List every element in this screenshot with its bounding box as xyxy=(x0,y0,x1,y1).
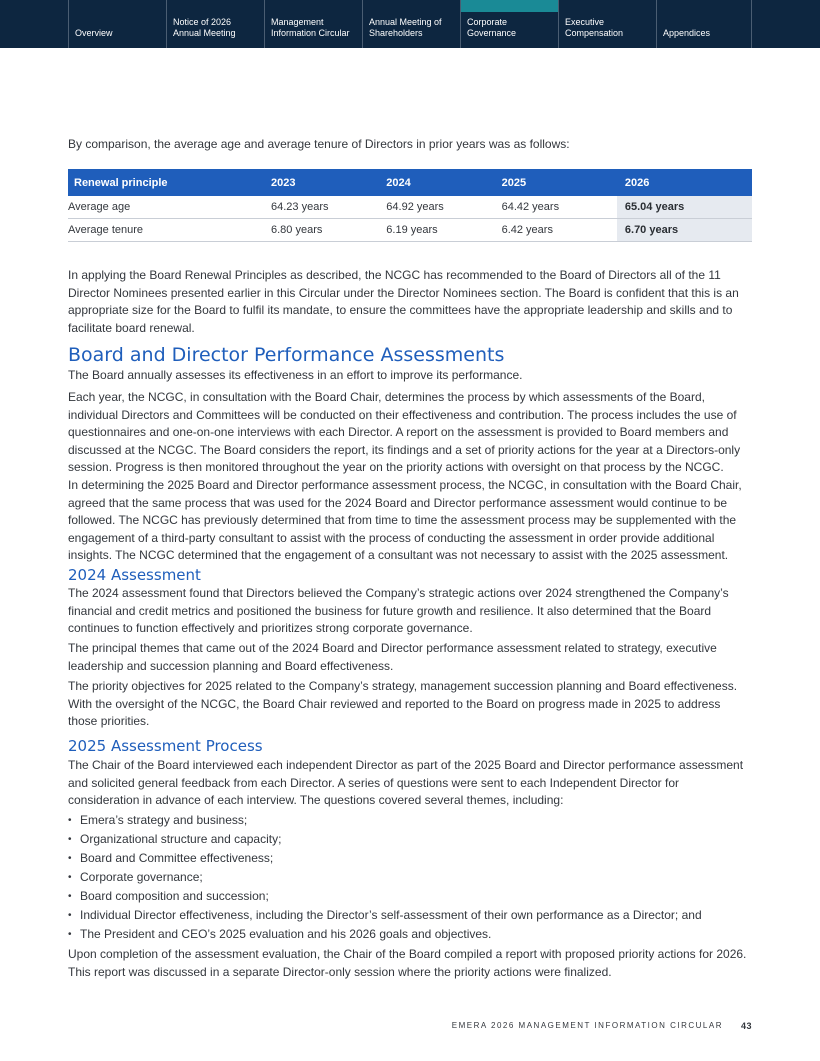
nav-tab-notice-of-annual-meeting[interactable] xyxy=(166,0,264,48)
nav-tab-label: Annual Meeting of Shareholders xyxy=(369,17,442,38)
section-heading: Board and Director Performance Assessments xyxy=(68,344,505,366)
table-header-cell: Renewal principle xyxy=(68,169,271,196)
nav-tab-label: Appendices xyxy=(663,28,711,38)
themes-list xyxy=(68,812,752,945)
nav-tab-label: Corporate Governance xyxy=(467,17,517,38)
intro-paragraph: By comparison, the average age and average tenure of Directors in prior years was as follows: xyxy=(68,137,570,151)
list-item: • The President and CEO’s 2025 evaluation and his 2026 goals and objectives. xyxy=(68,926,752,945)
paragraph: The Chair of the Board interviewed each independent Director as part of the 2025 Board and Director performance assessment and solicited general feedback from each Director. A series of questions were sent to each Independent Director for consideration in advance of each interview. The questions covered several themes, including: xyxy=(68,758,744,807)
footer-title: EMERA 2026 MANAGEMENT INFORMATION CIRCULAR xyxy=(451,1021,723,1030)
table-header-row xyxy=(68,169,752,196)
nav-tab-label: Notice of 2026 Annual Meeting xyxy=(173,17,236,38)
table-header-cell: 2025 xyxy=(502,169,617,196)
table-cell: 64.23 years xyxy=(271,196,386,219)
list-item: • Individual Director effectiveness, including the Director’s self-assessment of their own performance as a Director; and xyxy=(68,907,752,926)
list-item: • Organizational structure and capacity; xyxy=(68,831,752,850)
director-age-tenure-table xyxy=(68,169,752,242)
subsection-heading: 2024 Assessment xyxy=(68,566,201,584)
paragraph: The Board annually assesses its effectiveness in an effort to improve its performance. xyxy=(68,368,523,382)
table-row xyxy=(68,196,752,219)
list-item: • Corporate governance; xyxy=(68,869,752,888)
nav-tab-appendices[interactable] xyxy=(656,0,752,48)
subsection-heading: 2025 Assessment Process xyxy=(68,737,263,755)
table-cell: 6.19 years xyxy=(386,219,501,242)
table-cell: 6.80 years xyxy=(271,219,386,242)
renewal-paragraph: In applying the Board Renewal Principles as described, the NCGC has recommended to the Board of Directors all of the 11 Director Nominees presented earlier in this Circular under the Director Nominees section. The Board is confident that this is an appropriate size for the Board to fulfil its mandate, to ensure the committees have the appropriate leadership and skills and to facilitate board renewal. xyxy=(68,268,739,335)
table-cell: Average age xyxy=(68,196,271,219)
table-cell: 6.42 years xyxy=(502,219,617,242)
table-cell-highlighted: 6.70 years xyxy=(617,219,752,242)
table-header-cell: 2026 xyxy=(617,169,752,196)
top-navigation xyxy=(0,0,820,48)
nav-tab-corporate-governance[interactable] xyxy=(460,0,558,48)
list-item: • Board composition and succession; xyxy=(68,888,752,907)
table-cell: Average tenure xyxy=(68,219,271,242)
table-cell: 64.42 years xyxy=(502,196,617,219)
paragraph: Upon completion of the assessment evaluation, the Chair of the Board compiled a report with proposed priority actions for 2026. This report was discussed in a separate Director-only session where the priority actions were finalized. xyxy=(68,947,747,979)
paragraph: The 2024 assessment found that Directors believed the Company’s strategic actions over 2024 strengthened the Company’s financial and credit metrics and positioned the business for future growth and resilience. It also determined that the Board continues to function effectively and prioritizes strong corporate governance. xyxy=(68,586,729,635)
table-cell-highlighted: 65.04 years xyxy=(617,196,752,219)
paragraph: The priority objectives for 2025 related to the Company’s strategy, management succession planning and Board effectiveness. With the oversight of the NCGC, the Board Chair reviewed and reported to the Board on progress made in 2025 to address those priorities. xyxy=(68,679,738,728)
page-footer xyxy=(452,1021,752,1031)
table-header-cell: 2023 xyxy=(271,169,386,196)
nav-tab-management-information-circular[interactable] xyxy=(264,0,362,48)
paragraph: The principal themes that came out of the 2024 Board and Director performance assessment related to strategy, executive leadership and succession planning and Board effectiveness. xyxy=(68,641,717,673)
table-row xyxy=(68,219,752,242)
list-item: • Emera’s strategy and business; xyxy=(68,812,752,831)
paragraph: In determining the 2025 Board and Director performance assessment process, the NCGC, in consultation with the Board Chair, agreed that the same process that was used for the 2024 Board and Director performance assessment would continue to be followed. The NCGC has previously determined that from time to time the assessment process may be supplemented with the engagement of a third-party consultant to assist with the process of conducting the assessment in order provide additional insights. The NCGC determined that the engagement of a consultant was not necessary to assist with the 2025 assessment. xyxy=(68,478,742,562)
nav-tab-executive-compensation[interactable] xyxy=(558,0,656,48)
nav-tab-overview[interactable] xyxy=(68,0,166,48)
nav-tab-label: Executive Compensation xyxy=(565,17,624,38)
paragraph: Each year, the NCGC, in consultation with the Board Chair, determines the process by which assessments of the Board, individual Directors and Committees will be conducted on their effectiveness and contribution. The process includes the use of questionnaires and one-on-one interviews with each Director. A report on the assessment is provided to Board members and discussed at the NCGC. The Board considers the report, its findings and a set of priority actions for the year at a Directors-only session. Progress is then monitored throughout the year on the priority actions with oversight on that process by the NCGC. xyxy=(68,390,741,474)
active-tab-indicator xyxy=(461,0,558,12)
nav-tab-label: Overview xyxy=(75,28,113,38)
list-item: • Board and Committee effectiveness; xyxy=(68,850,752,869)
nav-tab-annual-meeting-of-shareholders[interactable] xyxy=(362,0,460,48)
page-number: 43 xyxy=(740,1021,752,1031)
nav-tab-label: Management Information Circular xyxy=(271,17,350,38)
table-header-cell: 2024 xyxy=(386,169,501,196)
table-cell: 64.92 years xyxy=(386,196,501,219)
